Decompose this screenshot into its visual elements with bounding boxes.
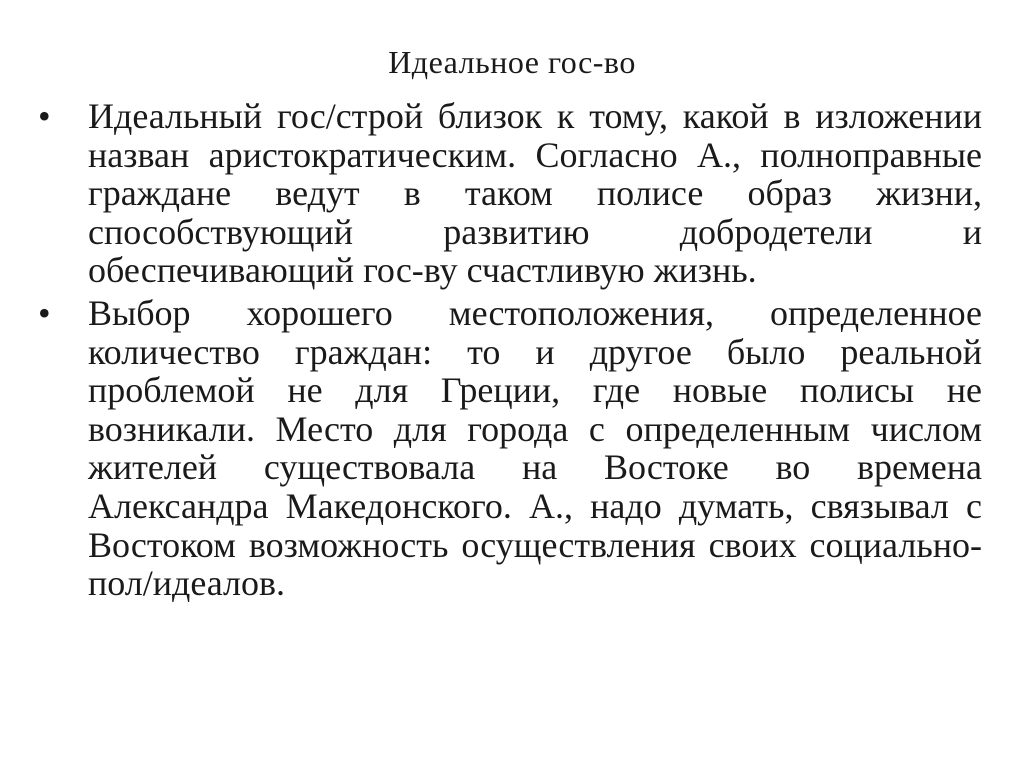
bullet-item-1 bbox=[38, 97, 982, 290]
bullet-text-1: Идеальный гос/строй близок к тому, какой в изложении назван аристократическим. Согласно А., полноправные граждане ведут в таком полисе образ жизни, способствующий развитию добродетели и обеспечивающий гос-ву счастливую жизнь. bbox=[88, 96, 982, 291]
bullet-marker: • bbox=[38, 292, 51, 333]
bullet-marker: • bbox=[38, 96, 51, 136]
bullet-list bbox=[38, 97, 982, 607]
slide-title: Идеальное гос-во bbox=[388, 44, 636, 80]
bullet-item-2 bbox=[38, 294, 982, 603]
bullet-text-2: Выбор хорошего местоположения, определенное количество граждан: то и другое было реальной проблемой не для Греции, где новые полисы не возникали. Место для города с определенным числом жителей существовала на Востоке во времена Александра Македонского. А., надо думать, связывал с Востоком возможность осуществления своих социально-пол/идеалов. bbox=[88, 292, 982, 604]
